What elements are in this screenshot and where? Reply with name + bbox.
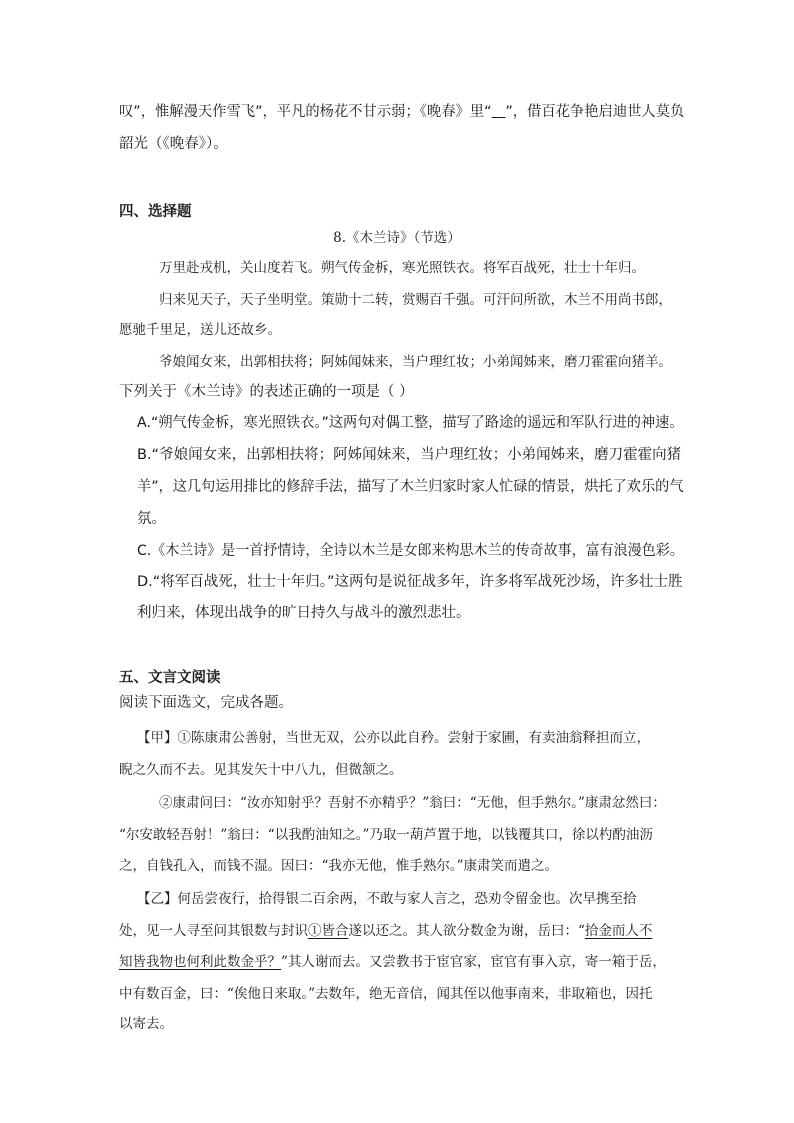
option-a: A.“朔气传金柝，寒光照铁衣。”这两句对偶工整，描写了路途的遥远和军队行进的神速。 bbox=[137, 415, 684, 431]
poem-line-3: 愿驰千里足，送儿还故乡。 bbox=[119, 322, 281, 338]
jia-para1-line2: 睨之久而不去。见其发矢十中八九，但微颔之。 bbox=[119, 762, 403, 778]
poem-line-4: 爷娘闻女来，出郭相扶将；阿姊闻妹来，当户理红妆；小弟闻姊来，磨刀霍霍向猪羊。 bbox=[159, 354, 672, 370]
option-c: C.《木兰诗》是一首抒情诗，全诗以木兰是女郎来构思木兰的传奇故事，富有浪漫色彩。 bbox=[137, 543, 684, 559]
question-stem: 下列关于《木兰诗》的表述正确的一项是（ ） bbox=[119, 384, 414, 400]
yi-line3 bbox=[119, 952, 666, 972]
section5-heading: 五、文言文阅读 bbox=[119, 670, 221, 686]
jia-para2-line1: ②康肃问曰：“汝亦知射乎？吾射不亦精乎？”翁曰：“无他，但手熟尔。”康肃忿然曰： bbox=[159, 795, 666, 811]
yi-line3-text: ”其人谢而去。又尝教书于宦官家，宦官有事入京，寄一箱于岳， bbox=[281, 954, 666, 970]
yi-line2-text-a: 处，见一人寻至问其银数与封识 bbox=[119, 923, 308, 939]
yi-line2-text-c: 遂以还之。其人欲分数金为谢，岳曰：“ bbox=[348, 923, 585, 939]
poem-line-1: 万里赴戎机，关山度若飞。朔气传金柝，寒光照铁衣。将军百战死，壮士十年归。 bbox=[159, 260, 645, 276]
poem-tail-text-a: 叹”，惟解漫天作雪飞”，平凡的杨花不甘示弱；《晚春》里“ bbox=[119, 104, 492, 120]
yi-line2 bbox=[119, 921, 652, 941]
poem-tail-line-2: 韶光（《晚春》）。 bbox=[119, 136, 228, 152]
yi-line1: 【乙】何岳尝夜行，拾得银二百余两，不敢与家人言之，恐劝令留金也。次早携至拾 bbox=[137, 891, 637, 907]
option-d-line-1: D.“将军百战死，壮士十年归。”这两句是说征战多年，许多将军战死沙场，许多壮士胜 bbox=[137, 574, 683, 590]
poem-tail-line-1 bbox=[119, 102, 684, 122]
jia-para2-line3: 之，自钱孔入，而钱不湿。因曰：“我亦无他，惟手熟尔。”康肃笑而遣之。 bbox=[119, 858, 559, 874]
yi-line2-annotated: ①皆合 bbox=[308, 923, 349, 939]
question-title: 8.《木兰诗》（节选） bbox=[333, 230, 461, 246]
yi-line5: 以寄去。 bbox=[119, 1016, 173, 1032]
section5-instruction: 阅读下面选文，完成各题。 bbox=[119, 695, 293, 711]
option-b-line-2: 羊”，这几句运用排比的修辞手法，描写了木兰归家时家人忙碌的情景，烘托了欢乐的气 bbox=[137, 479, 684, 495]
yi-underlined-sentence-part1: 拾金而人不 bbox=[584, 923, 653, 939]
option-b-line-3: 氛。 bbox=[137, 511, 166, 527]
yi-line4: 中有数百金，曰：“俟他日来取。”去数年，绝无音信，闻其侄以他事南来，非取箱也，因托 bbox=[119, 986, 653, 1002]
yi-underlined-sentence-part2: 知皆我物也何利此数金乎？ bbox=[119, 954, 281, 970]
option-b-line-1: B.“爷娘闻女来，出郭相扶将；阿姊闻妹来，当户理红妆；小弟闻姊来，磨刀霍霍向猪 bbox=[137, 447, 682, 463]
poem-line-2: 归来见天子，天子坐明堂。策勋十二转，赏赐百千强。可汗问所欲，木兰不用尚书郎， bbox=[159, 292, 672, 308]
jia-para1-line1: 【甲】①陈康肃公善射，当世无双，公亦以此自矜。尝射于家圃，有卖油翁释担而立， bbox=[137, 730, 650, 746]
answer-blank bbox=[492, 103, 506, 118]
poem-tail-text-b: ”，借百花争艳启迪世人莫负 bbox=[505, 104, 685, 120]
jia-para2-line2: “尔安敢轻吾射！”翁曰：“以我酌油知之。”乃取一葫芦置于地，以钱覆其口，徐以杓酌油沥 bbox=[119, 827, 653, 843]
option-d-line-2: 利归来，体现出战争的旷日持久与战斗的激烈悲壮。 bbox=[137, 605, 471, 621]
section4-heading: 四、选择题 bbox=[119, 204, 192, 220]
